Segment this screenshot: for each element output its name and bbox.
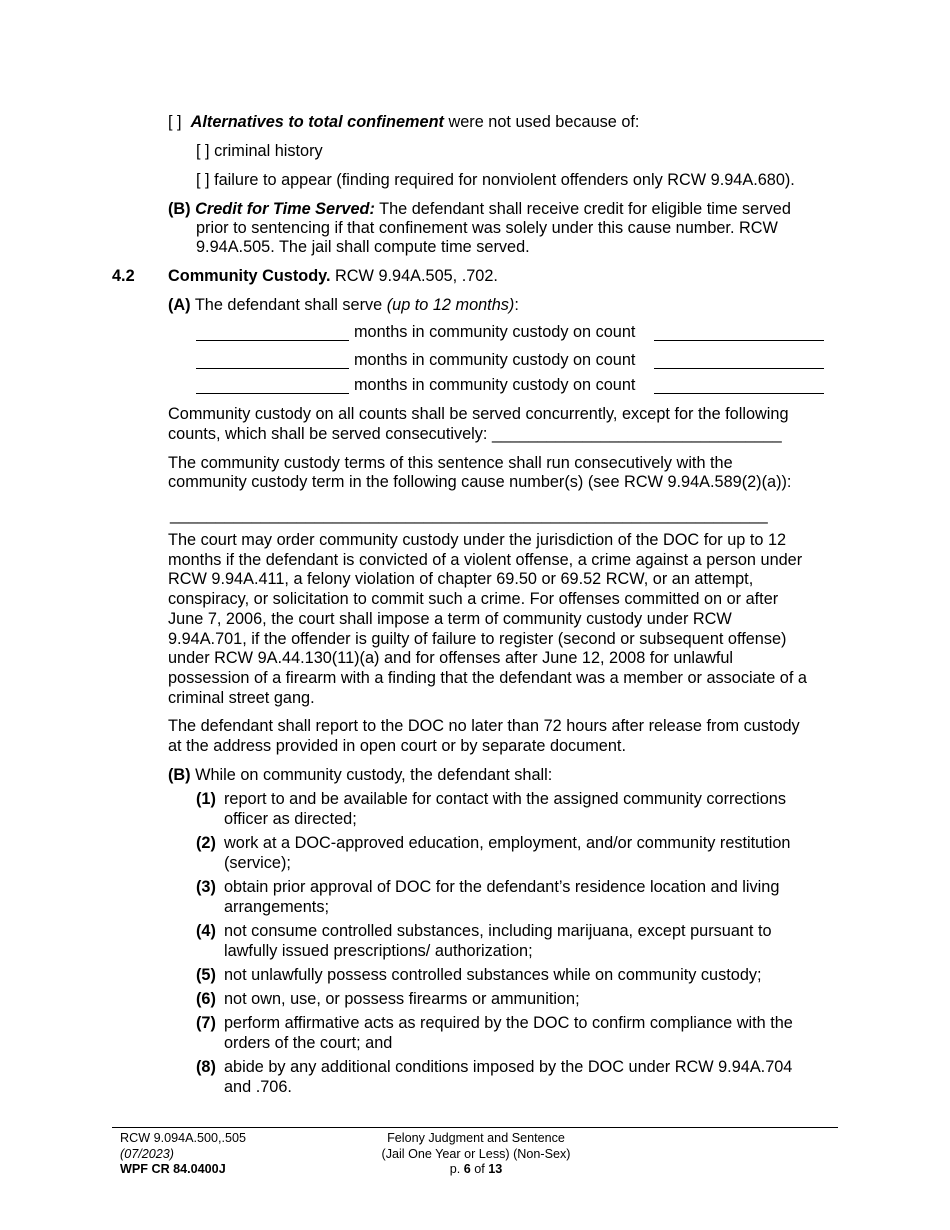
concurrent-line-1: Community custody on all counts shall be served concurrently, except for the following (168, 405, 789, 423)
footer-page-number: 6 (463, 1162, 471, 1176)
count-blank-3[interactable] (654, 393, 824, 394)
court-line: 9.94A.701, if the offender is guilty of failure to register (second or subsequent offense) (168, 629, 787, 648)
condition-number: (2) (196, 834, 216, 852)
option-failure-to-appear[interactable]: [ ] failure to appear (finding required for nonviolent offenders only RCW 9.94A.680). (196, 171, 795, 189)
consecutive-line-2: community custody term in the following cause number(s) (see RCW 9.94A.589(2)(a)): (168, 473, 792, 491)
credit-line-3: 9.94A.505. The jail shall compute time served. (196, 238, 530, 256)
court-line: June 7, 2006, the court shall impose a term of community custody under RCW (168, 609, 732, 628)
condition-item (196, 1057, 836, 1097)
court-line: RCW 9.94A.411, a felony violation of chapter 69.50 or 69.52 RCW, or an attempt, (168, 570, 754, 589)
report-line: The defendant shall report to the DOC no later than 72 hours after release from custody (168, 717, 800, 735)
condition-item (196, 965, 836, 985)
count-blank-1[interactable] (654, 340, 824, 341)
section-title: Community Custody. (168, 267, 331, 285)
condition-number: (8) (196, 1058, 216, 1076)
conditions-intro-text: While on community custody, the defendant shall: (190, 766, 553, 784)
section-rcw: RCW 9.94A.505, .702. (330, 267, 498, 285)
consecutive-line-1: The community custody terms of this sentence shall run consecutively with the (168, 454, 733, 472)
condition-item (196, 833, 836, 873)
court-line: conspiracy, or solicitation to commit such a crime. For offenses committed on or after (168, 590, 779, 609)
credit-line-2: prior to sentencing if that confinement was solely under this cause number. RCW (196, 219, 778, 237)
condition-text: obtain prior approval of DOC for the defendant’s residence location and living arrangements; (224, 878, 780, 916)
condition-text: abide by any additional conditions imposed by the DOC under RCW 9.94A.704 and .706. (224, 1058, 793, 1096)
court-line: possession of a firearm with a finding that the defendant was a member or associate of a (168, 668, 807, 687)
alternatives-heading: Alternatives to total confinement (190, 113, 444, 131)
condition-item (196, 921, 836, 961)
footer-page-total: 13 (488, 1162, 503, 1176)
credit-heading: Credit for Time Served: (195, 200, 375, 218)
conditions-intro (168, 765, 552, 785)
condition-text: not consume controlled substances, including marijuana, except pursuant to lawfully issued prescriptions/ authorization; (224, 922, 772, 960)
serve-line (168, 295, 519, 315)
footer-title-2: (Jail One Year or Less) (Non-Sex) (381, 1146, 571, 1161)
condition-text: not own, use, or possess firearms or ammunition; (224, 990, 580, 1008)
footer-title-1: Felony Judgment and Sentence (387, 1131, 565, 1145)
alternatives-line (168, 112, 639, 132)
custody-row-1: months in community custody on count (354, 323, 636, 341)
condition-text: report to and be available for contact with the assigned community corrections officer as directed; (224, 790, 786, 828)
section-heading (168, 266, 498, 286)
condition-item (196, 989, 836, 1009)
footer-page: p. 6 of 13 (449, 1162, 503, 1176)
condition-number: (5) (196, 966, 216, 984)
credit-line-1 (168, 199, 791, 219)
condition-item (196, 877, 836, 917)
condition-item (196, 1013, 836, 1053)
serve-text: The defendant shall serve (190, 296, 387, 314)
condition-number: (4) (196, 922, 216, 940)
condition-text: not unlawfully possess controlled substances while on community custody; (224, 966, 762, 984)
option-criminal-history[interactable]: [ ] criminal history (196, 142, 323, 160)
report-line: at the address provided in open court or by separate document. (168, 736, 626, 755)
condition-number: (6) (196, 990, 216, 1008)
court-line: criminal street gang. (168, 688, 315, 707)
condition-text: perform affirmative acts as required by the DOC to confirm compliance with the orders of the court; and (224, 1014, 793, 1052)
credit-text-1: The defendant shall receive credit for eligible time served (374, 200, 791, 218)
condition-item (196, 789, 836, 829)
condition-number: (3) (196, 878, 216, 896)
months-blank-3[interactable] (196, 393, 349, 394)
count-blank-2[interactable] (654, 368, 824, 369)
condition-number: (7) (196, 1014, 216, 1032)
footer-date: (07/2023) (120, 1146, 174, 1161)
credit-label: (B) (168, 200, 191, 218)
condition-text: work at a DOC-approved education, employment, and/or community restitution (service); (224, 834, 791, 872)
custody-row-2: months in community custody on count (354, 351, 636, 369)
court-line: months if the defendant is convicted of a violent offense, a crime against a person under (168, 550, 803, 569)
footer-divider (112, 1127, 838, 1128)
serve-colon: : (514, 296, 519, 314)
section-number: 4.2 (112, 267, 135, 285)
footer-rcw: RCW 9.094A.500,.505 (120, 1131, 247, 1145)
court-paragraph (168, 531, 807, 708)
alternatives-text: were not used because of: (443, 113, 640, 131)
checkbox-alternatives[interactable]: [ ] (168, 113, 182, 131)
concurrent-line-2: counts, which shall be served consecutively: ________________________________ (168, 425, 782, 443)
footer-center (356, 1131, 596, 1178)
months-blank-1[interactable] (196, 340, 349, 341)
cause-number-blank[interactable]: __________________________________________________________________ (170, 506, 768, 524)
months-blank-2[interactable] (196, 368, 349, 369)
footer-form-number: WPF CR 84.0400J (120, 1162, 226, 1176)
conditions-label: (B) (168, 766, 191, 784)
report-paragraph (168, 717, 800, 756)
court-line: The court may order community custody under the jurisdiction of the DOC for up to 12 (168, 531, 787, 549)
condition-number: (1) (196, 790, 216, 808)
court-line: under RCW 9A.44.130(11)(a) and for offenses after June 12, 2008 for unlawful (168, 649, 734, 668)
footer-left (120, 1131, 246, 1178)
serve-note: (up to 12 months) (386, 296, 515, 314)
custody-row-3: months in community custody on count (354, 376, 636, 394)
serve-label: (A) (168, 296, 191, 314)
